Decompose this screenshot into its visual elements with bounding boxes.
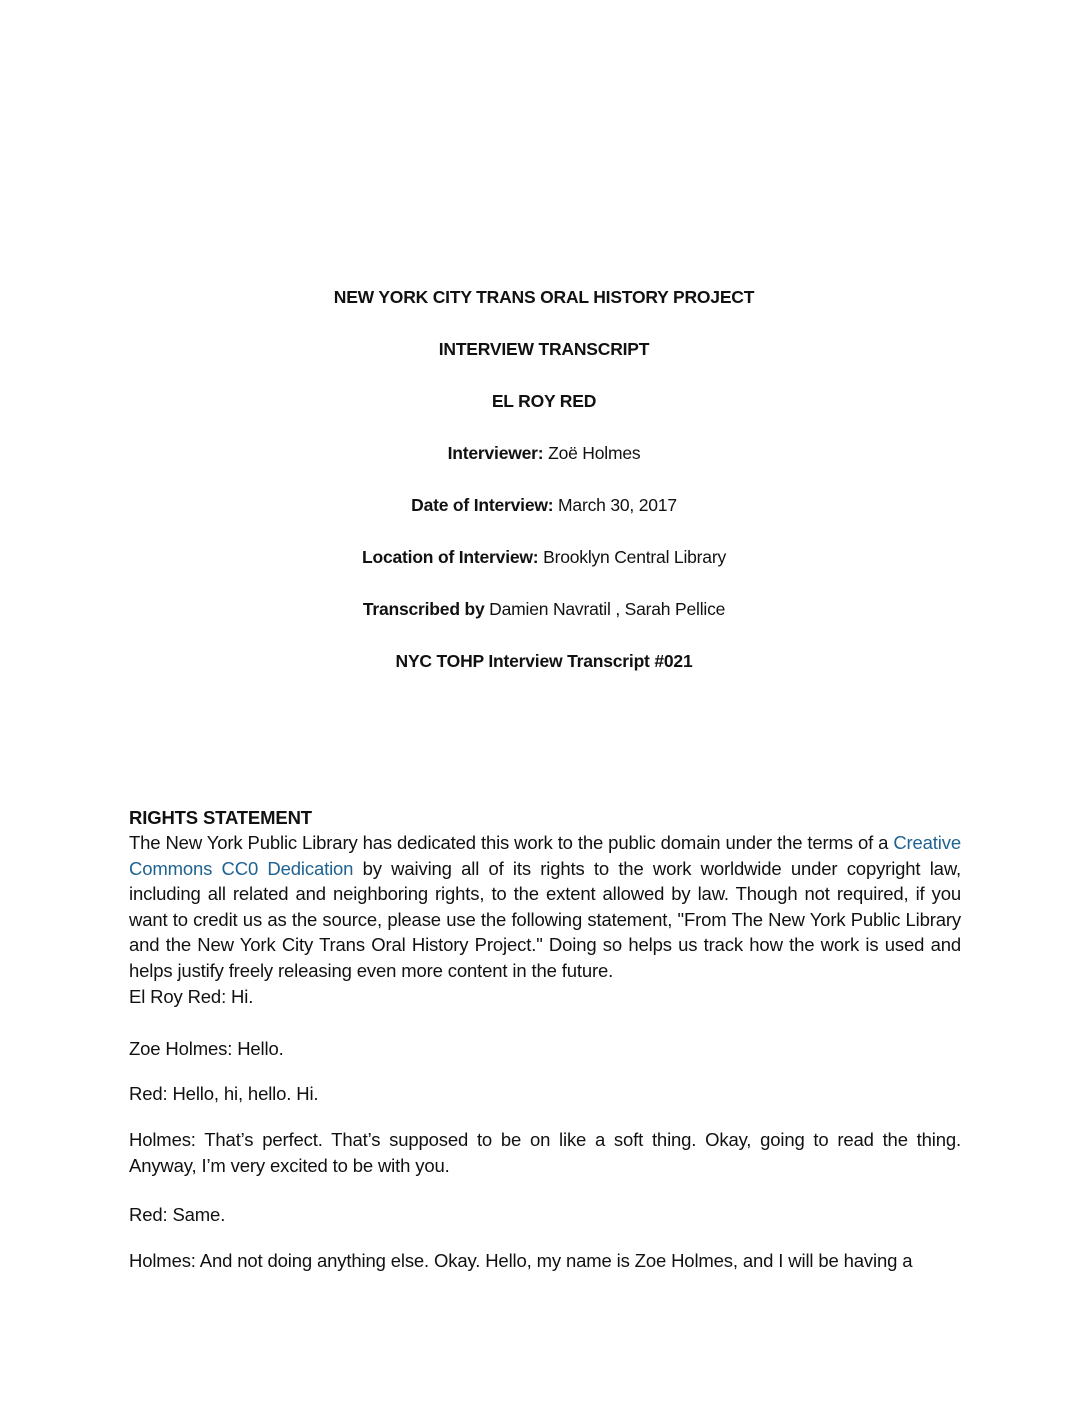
rights-heading: RIGHTS STATEMENT xyxy=(129,807,312,828)
interviewer-line xyxy=(0,442,1088,464)
date-label: Date of Interview: xyxy=(411,495,554,515)
rights-text-before-link: The New York Public Library has dedicated this work to the public domain under the terms of a xyxy=(129,832,894,853)
interviewer-value: Zoë Holmes xyxy=(543,443,641,463)
location-label: Location of Interview: xyxy=(361,547,539,567)
document-type: INTERVIEW TRANSCRIPT xyxy=(438,339,650,359)
narrator-name: EL ROY RED xyxy=(491,391,597,411)
transcript-line: Holmes: That’s perfect. That’s supposed to be on like a soft thing. Okay, going to read the thing. Anyway, I’m very excited to be with you. xyxy=(129,1129,961,1176)
transcribed-value: Damien Navratil , Sarah Pellice xyxy=(484,599,726,619)
rights-text-after-link: by waiving all of its rights to the work worldwide under copyright law, including all related and neighboring rights, to the extent allowed by law. Though not required, if you want to credit us as the source, please use the following statement, "From The New York Public Library and the New York City Trans Oral History Project." Doing so helps us track how the work is used and helps justify freely releasing even more content in the future. xyxy=(129,857,962,981)
transcribed-line xyxy=(0,598,1088,620)
transcript-number: NYC TOHP Interview Transcript #021 xyxy=(395,651,693,671)
transcript-line: Zoe Holmes: Hello. xyxy=(129,1038,284,1059)
transcript-line: Holmes: And not doing anything else. Okay. Hello, my name is Zoe Holmes, and I will be having a xyxy=(129,1250,913,1271)
interviewer-label: Interviewer: xyxy=(447,443,544,463)
transcript-line: Red: Same. xyxy=(129,1204,226,1225)
cc0-dedication-link[interactable]: Creative Commons CC0 Dedication xyxy=(129,832,961,879)
location-line xyxy=(0,546,1088,568)
transcript-line-first: El Roy Red: Hi. xyxy=(129,986,254,1007)
date-value: March 30, 2017 xyxy=(553,495,677,515)
rights-statement xyxy=(129,830,961,983)
project-title: NEW YORK CITY TRANS ORAL HISTORY PROJECT xyxy=(333,287,755,307)
transcript-line: Red: Hello, hi, hello. Hi. xyxy=(129,1083,319,1104)
date-line xyxy=(0,494,1088,516)
transcribed-label: Transcribed by xyxy=(362,599,485,619)
location-value: Brooklyn Central Library xyxy=(538,547,727,567)
